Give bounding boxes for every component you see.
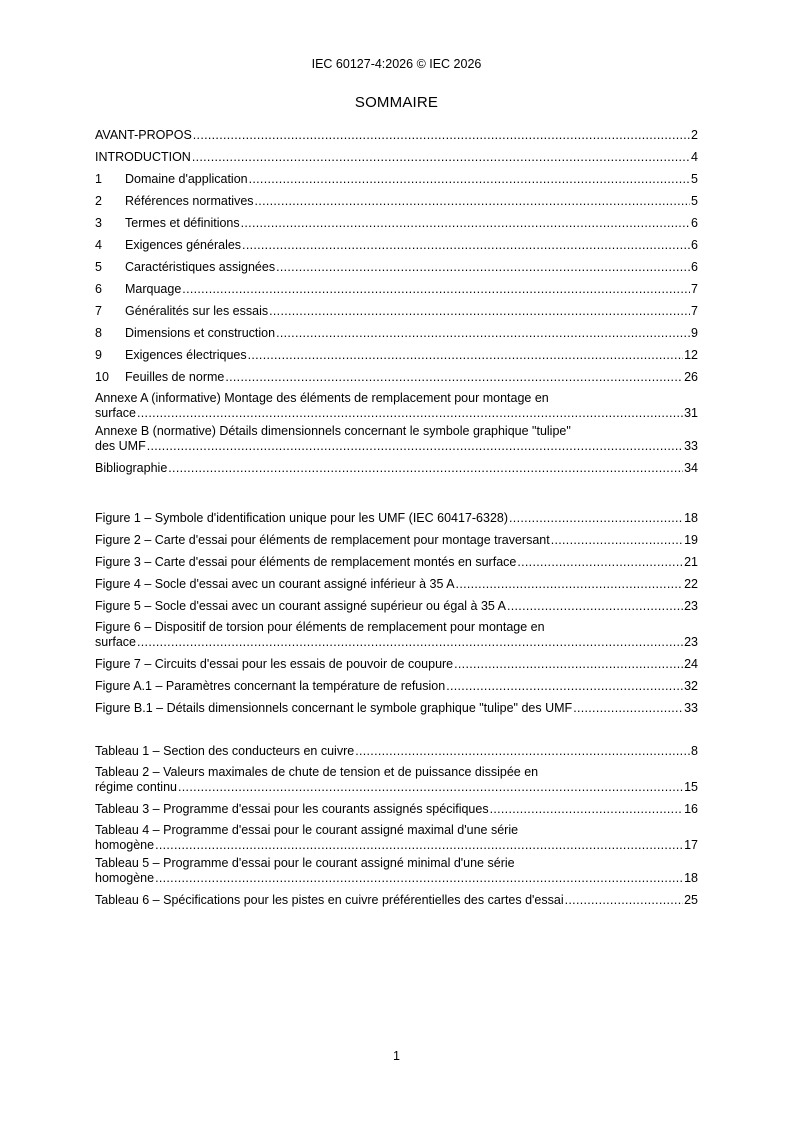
table-entry-label-line2: homogène <box>95 838 155 852</box>
figure-entry[interactable] <box>95 697 698 719</box>
figure-entry-page: 19 <box>684 533 698 547</box>
list-of-figures <box>95 507 698 719</box>
toc-entry-page: 6 <box>691 216 698 230</box>
toc-entry-page: 2 <box>691 128 698 142</box>
toc-entry-number: 7 <box>95 304 102 318</box>
toc-entry-number: 5 <box>95 260 102 274</box>
table-entry-label-line1: Tableau 2 – Valeurs maximales de chute de tension et de puissance dissipée en <box>95 765 539 779</box>
toc-entry-page: 9 <box>691 326 698 340</box>
dot-leader <box>249 168 690 190</box>
toc-entry-label: Marquage <box>125 282 182 296</box>
toc-entry-bibliography[interactable] <box>95 457 698 479</box>
figure-entry-page: 33 <box>684 701 698 715</box>
dot-leader <box>517 551 683 573</box>
dot-leader <box>573 697 683 719</box>
dot-leader <box>446 675 683 697</box>
table-entry-page: 25 <box>684 893 698 907</box>
toc-entry-page: 34 <box>684 461 698 475</box>
toc-entry-annex-a[interactable] <box>95 391 698 421</box>
toc-entry-section-1[interactable] <box>95 168 698 190</box>
running-header: IEC 60127-4:2026 © IEC 2026 <box>311 57 482 71</box>
figure-entry-label: Figure B.1 – Détails dimensionnels concernant le symbole graphique "tulipe" des UMF <box>95 701 573 715</box>
figure-entry-page: 23 <box>684 599 698 613</box>
table-entry[interactable] <box>95 765 698 795</box>
page-title: SOMMAIRE <box>354 94 439 111</box>
dot-leader <box>192 146 690 168</box>
toc-entry-label-line2: surface <box>95 406 136 420</box>
toc-entry-section-8[interactable] <box>95 322 698 344</box>
dot-leader <box>182 278 690 300</box>
toc-entry-label: Termes et définitions <box>125 216 240 230</box>
dot-leader <box>155 870 683 886</box>
table-entry[interactable] <box>95 740 698 762</box>
table-entry-page: 18 <box>684 871 698 885</box>
toc-entry-foreword[interactable] <box>95 124 698 146</box>
figure-entry-page: 32 <box>684 679 698 693</box>
toc-entry-number: 1 <box>95 172 102 186</box>
table-entry-label: Tableau 1 – Section des conducteurs en cuivre <box>95 744 355 758</box>
table-entry[interactable] <box>95 856 698 886</box>
dot-leader <box>193 124 690 146</box>
figure-entry-page: 18 <box>684 511 698 525</box>
figure-entry-page: 23 <box>684 635 698 649</box>
figure-entry-label: Figure 2 – Carte d'essai pour éléments de remplacement pour montage traversant <box>95 533 550 547</box>
figure-entry-page: 21 <box>684 555 698 569</box>
figure-entry-label: Figure 4 – Socle d'essai avec un courant assigné inférieur à 35 A <box>95 577 455 591</box>
toc-entry-label-line1: Annexe A (informative) Montage des éléments de remplacement pour montage en <box>95 391 549 405</box>
figure-entry[interactable] <box>95 653 698 675</box>
dot-leader <box>168 457 683 479</box>
list-of-tables <box>95 740 698 911</box>
dot-leader <box>255 190 691 212</box>
toc-entry-page: 4 <box>691 150 698 164</box>
toc-entry-section-2[interactable] <box>95 190 698 212</box>
toc-entry-section-5[interactable] <box>95 256 698 278</box>
dot-leader <box>551 529 683 551</box>
table-entry-label-line2: régime continu <box>95 780 177 794</box>
toc-entry-label: Bibliographie <box>95 461 168 475</box>
toc-sections <box>95 124 698 479</box>
toc-entry-number: 10 <box>95 370 109 384</box>
dot-leader <box>225 366 683 388</box>
toc-entry-page: 6 <box>691 238 698 252</box>
figure-entry[interactable] <box>95 675 698 697</box>
toc-entry-label: Dimensions et construction <box>125 326 276 340</box>
toc-entry-number: 3 <box>95 216 102 230</box>
toc-entry-page: 5 <box>691 194 698 208</box>
toc-entry-page: 26 <box>684 370 698 384</box>
toc-entry-label: Domaine d'application <box>125 172 248 186</box>
toc-entry-number: 4 <box>95 238 102 252</box>
toc-entry-page: 6 <box>691 260 698 274</box>
toc-entry-section-9[interactable] <box>95 344 698 366</box>
toc-entry-number: 6 <box>95 282 102 296</box>
dot-leader <box>178 779 683 795</box>
figure-entry-page: 24 <box>684 657 698 671</box>
dot-leader <box>509 507 683 529</box>
figure-entry-label: Figure A.1 – Paramètres concernant la température de refusion <box>95 679 446 693</box>
toc-entry-number: 2 <box>95 194 102 208</box>
dot-leader <box>490 798 684 820</box>
dot-leader <box>507 595 683 617</box>
dot-leader <box>355 740 690 762</box>
table-entry-label-line1: Tableau 4 – Programme d'essai pour le courant assigné maximal d'une série <box>95 823 519 837</box>
dot-leader <box>269 300 690 322</box>
toc-entry-page: 7 <box>691 304 698 318</box>
figure-entry-label-line1: Figure 6 – Dispositif de torsion pour éléments de remplacement pour montage en <box>95 620 545 634</box>
toc-entry-page: 33 <box>684 439 698 453</box>
dot-leader <box>565 889 683 911</box>
figure-entry-label: Figure 1 – Symbole d'identification unique pour les UMF (IEC 60417-6328) <box>95 511 509 525</box>
toc-entry-section-7[interactable] <box>95 300 698 322</box>
figure-entry-label: Figure 7 – Circuits d'essai pour les essais de pouvoir de coupure <box>95 657 454 671</box>
toc-entry-label: Généralités sur les essais <box>125 304 269 318</box>
toc-entry-page: 12 <box>684 348 698 362</box>
toc-entry-section-4[interactable] <box>95 234 698 256</box>
dot-leader <box>454 653 683 675</box>
dot-leader <box>276 256 690 278</box>
table-entry-label-line2: homogène <box>95 871 155 885</box>
figure-entry-label: Figure 3 – Carte d'essai pour éléments de remplacement montés en surface <box>95 555 517 569</box>
dot-leader <box>137 634 683 650</box>
figure-entry[interactable] <box>95 620 698 650</box>
dot-leader <box>241 212 690 234</box>
toc-entry-label: Exigences électriques <box>125 348 247 362</box>
toc-entry-section-10[interactable] <box>95 366 698 388</box>
toc-entry-label: INTRODUCTION <box>95 150 191 164</box>
table-entry[interactable] <box>95 889 698 911</box>
toc-entry-introduction[interactable] <box>95 146 698 168</box>
toc-entry-section-3[interactable] <box>95 212 698 234</box>
figure-entry-page: 22 <box>684 577 698 591</box>
toc-entry-label: Caractéristiques assignées <box>125 260 276 274</box>
dot-leader <box>242 234 690 256</box>
table-entry-label: Tableau 6 – Spécifications pour les pistes en cuivre préférentielles des cartes d'essai <box>95 893 564 907</box>
table-entry-label: Tableau 3 – Programme d'essai pour les courants assignés spécifiques <box>95 802 489 816</box>
table-entry-label-line1: Tableau 5 – Programme d'essai pour le courant assigné minimal d'une série <box>95 856 515 870</box>
table-entry-page: 15 <box>684 780 698 794</box>
dot-leader <box>248 344 683 366</box>
dot-leader <box>456 573 684 595</box>
dot-leader <box>147 438 683 454</box>
table-entry[interactable] <box>95 798 698 820</box>
toc-entry-page: 31 <box>684 406 698 420</box>
toc-entry-section-6[interactable] <box>95 278 698 300</box>
toc-entry-number: 8 <box>95 326 102 340</box>
toc-entry-label: Exigences générales <box>125 238 242 252</box>
toc-entry-label: AVANT-PROPOS <box>95 128 192 142</box>
table-entry-page: 8 <box>691 744 698 758</box>
figure-entry[interactable] <box>95 595 698 617</box>
figure-entry[interactable] <box>95 507 698 529</box>
dot-leader <box>155 837 683 853</box>
toc-entry-label: Références normatives <box>125 194 254 208</box>
toc-entry-number: 9 <box>95 348 102 362</box>
toc-entry-label: Feuilles de norme <box>125 370 225 384</box>
dot-leader <box>137 405 683 421</box>
toc-entry-page: 5 <box>691 172 698 186</box>
table-entry-page: 17 <box>684 838 698 852</box>
toc-entry-label-line1: Annexe B (normative) Détails dimensionnels concernant le symbole graphique "tulipe" <box>95 424 571 438</box>
figure-entry-label-line2: surface <box>95 635 136 649</box>
page-number: 1 <box>393 1049 400 1063</box>
table-entry[interactable] <box>95 823 698 853</box>
dot-leader <box>276 322 690 344</box>
figure-entry[interactable] <box>95 573 698 595</box>
figure-entry[interactable] <box>95 529 698 551</box>
figure-entry-label: Figure 5 – Socle d'essai avec un courant assigné supérieur ou égal à 35 A <box>95 599 506 613</box>
toc-entry-annex-b[interactable] <box>95 424 698 454</box>
toc-entry-label-line2: des UMF <box>95 439 146 453</box>
table-entry-page: 16 <box>684 802 698 816</box>
figure-entry[interactable] <box>95 551 698 573</box>
toc-entry-page: 7 <box>691 282 698 296</box>
